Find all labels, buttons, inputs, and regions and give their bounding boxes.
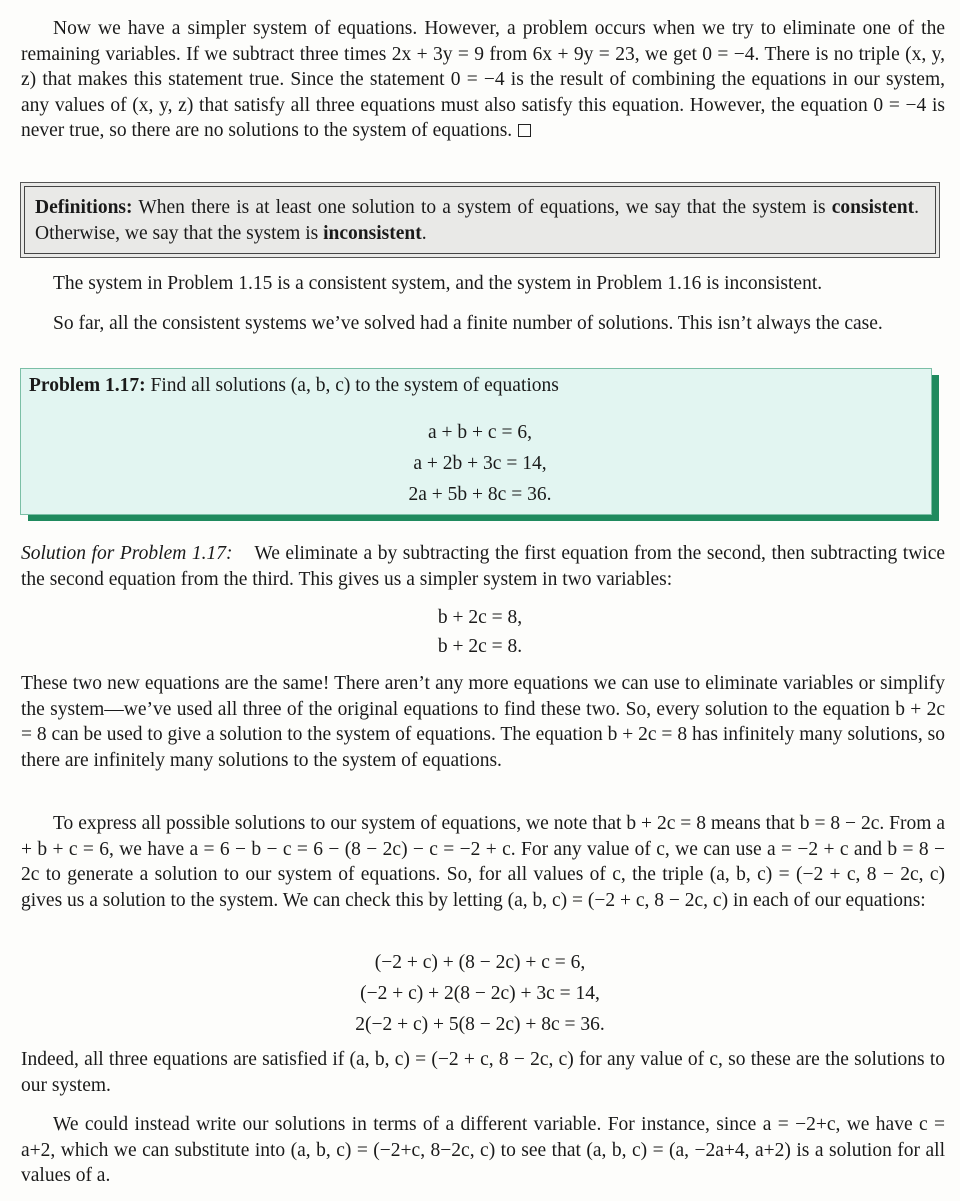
intro-paragraph: Now we have a simpler system of equations. However, a problem occurs when we try to eliminate one of the remaining variables. If we subtract three times 2x + 3y = 9 from 6x + 9y = 23, we get 0 = −4. There is no triple (x, y, z) that makes this statement true. Since the statement 0 = −4 is the result of combining the equations in our system, any values of (x, y, z) that satisfy all three equations must also satisfy this equation. However, the equation 0 = −4 is never true, so there are no solutions to the system of equations. (21, 18, 945, 142)
check-equation-1: (−2 + c) + (8 − 2c) + c = 6, (374, 952, 586, 973)
indeed-paragraph: Indeed, all three equations are satisfied if (a, b, c) = (−2 + c, 8 − 2c, c) for any value of c, so these are the solutions to our system. (21, 1049, 945, 1096)
instead-paragraph: We could instead write our solutions in terms of a different variable. For instance, since a = −2+c, we have c = a+2, which we can substitute into (a, b, c) = (−2+c, 8−2c, c) to see that (a, b, c) = (a, −2a+4, a+2) is a solution for all values of a. (21, 1114, 945, 1187)
problem-equation-2: a + 2b + 3c = 14, (413, 453, 547, 474)
definition-text: Definitions: When there is at least one solution to a system of equations, we say that the system is consistent. Otherwise, we say that the system is inconsistent. (35, 197, 919, 244)
so-far-paragraph: So far, all the consistent systems we’ve solved had a finite number of solutions. This isn’t always the case. (53, 313, 883, 334)
same-equations-paragraph: These two new equations are the same! There aren’t any more equations we can use to eliminate variables or simplify the system—we’ve used all three of the original equations to find these two. So, every solution to the equation b + 2c = 8 can be used to give a solution to the system of equations. The equation b + 2c = 8 has infinitely many solutions, so there are infinitely many solutions to the system of equations. (21, 673, 945, 771)
solution-equation-2: b + 2c = 8. (437, 636, 523, 657)
problem-equation-3: 2a + 5b + 8c = 36. (408, 484, 552, 505)
problem-statement: Problem 1.17: Find all solutions (a, b, c) to the system of equations (29, 375, 559, 396)
solution-paragraph: Solution for Problem 1.17: We eliminate a by subtracting the first equation from the second, then subtracting twice the second equation from the third. This gives us a simpler system in two variables: (21, 543, 946, 590)
problem-equation-1: a + b + c = 6, (428, 422, 532, 443)
qed-square-icon (518, 124, 531, 137)
definition-box (20, 182, 940, 258)
solution-equation-1: b + 2c = 8, (437, 607, 523, 628)
check-equation-3: 2(−2 + c) + 5(8 − 2c) + 8c = 36. (355, 1014, 605, 1035)
consistent-paragraph: The system in Problem 1.15 is a consistent system, and the system in Problem 1.16 is inconsistent. (53, 273, 823, 294)
check-equation-2: (−2 + c) + 2(8 − 2c) + 3c = 14, (360, 983, 600, 1004)
express-solutions-paragraph: To express all possible solutions to our system of equations, we note that b + 2c = 8 means that b = 8 − 2c. From a + b + c = 6, we have a = 6 − b − c = 6 − (8 − 2c) − c = −2 + c. For any value of c, we can use a = −2 + c and b = 8 − 2c to generate a solution to our system of equations. So, for all values of c, the triple (a, b, c) = (−2 + c, 8 − 2c, c) gives us a solution to the system. We can check this by letting (a, b, c) = (−2 + c, 8 − 2c, c) in each of our equations: (21, 813, 945, 911)
